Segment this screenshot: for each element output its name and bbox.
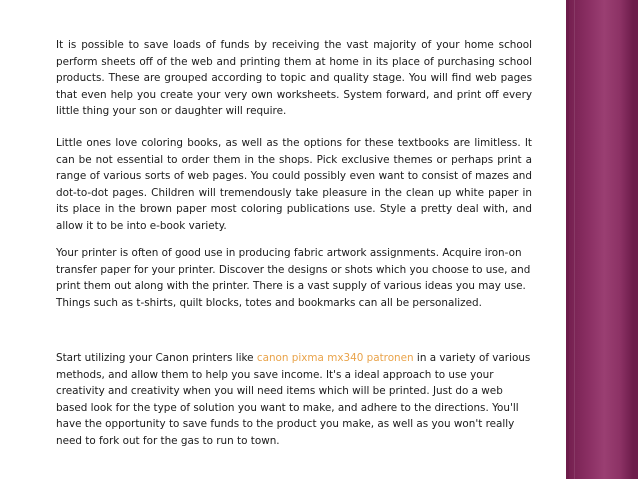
paragraph-3: Your printer is often of good use in producing fabric artwork assignments. Acquire iron-on transfer paper for your printer. Discover the designs or shots which you choose to use, and print them out along with the printer. There is a vast supply of various ideas you may use. Things such as t-shirts, quilt blocks, totes and bookmarks can all be personalized. [56, 247, 531, 309]
sidebar-divider [574, 0, 575, 479]
paragraph-4-text-end: in a variety of various methods, and allow them to help you save income. It's a ideal approach to use your creativity and creativity when you will need items which will be printed. Just do a web based look for the type of solution you want to make, and adhere to the directions. You'll have the opportunity to save funds to the product you make, as well as you won't really need to fork out for the gas to run to town. [56, 352, 531, 447]
sidebar-gradient [569, 0, 633, 479]
paragraph-2: Little ones love coloring books, as well as the options for these textbooks are limitless. It can be not essential to order them in the shops. Pick exclusive themes or perhaps print a range of various sorts of web pages. You could possibly even want to consist of mazes and dot-to-dot pages. Children will tremendously take pleasure in the clean up white paper in its place in the brown paper most coloring publications use. Style a pretty deal with, and allow it to be into e-book variety. [56, 137, 532, 232]
product-link[interactable]: canon pixma mx340 patronen [256, 352, 414, 364]
paragraph-1: It is possible to save loads of funds by receiving the vast majority of your home school perform sheets off of the web and printing them at home in its place of purchasing school products. These are grouped according to topic and quality stage. You will find web pages that even help you create your very own worksheets. System forward, and print off every little thing your son or daughter will require. [56, 39, 532, 118]
paragraph-4-text-start: Start utilizing your Canon printers like [56, 352, 257, 364]
decorative-sidebar [566, 0, 638, 479]
paragraph-4 [56, 350, 532, 450]
